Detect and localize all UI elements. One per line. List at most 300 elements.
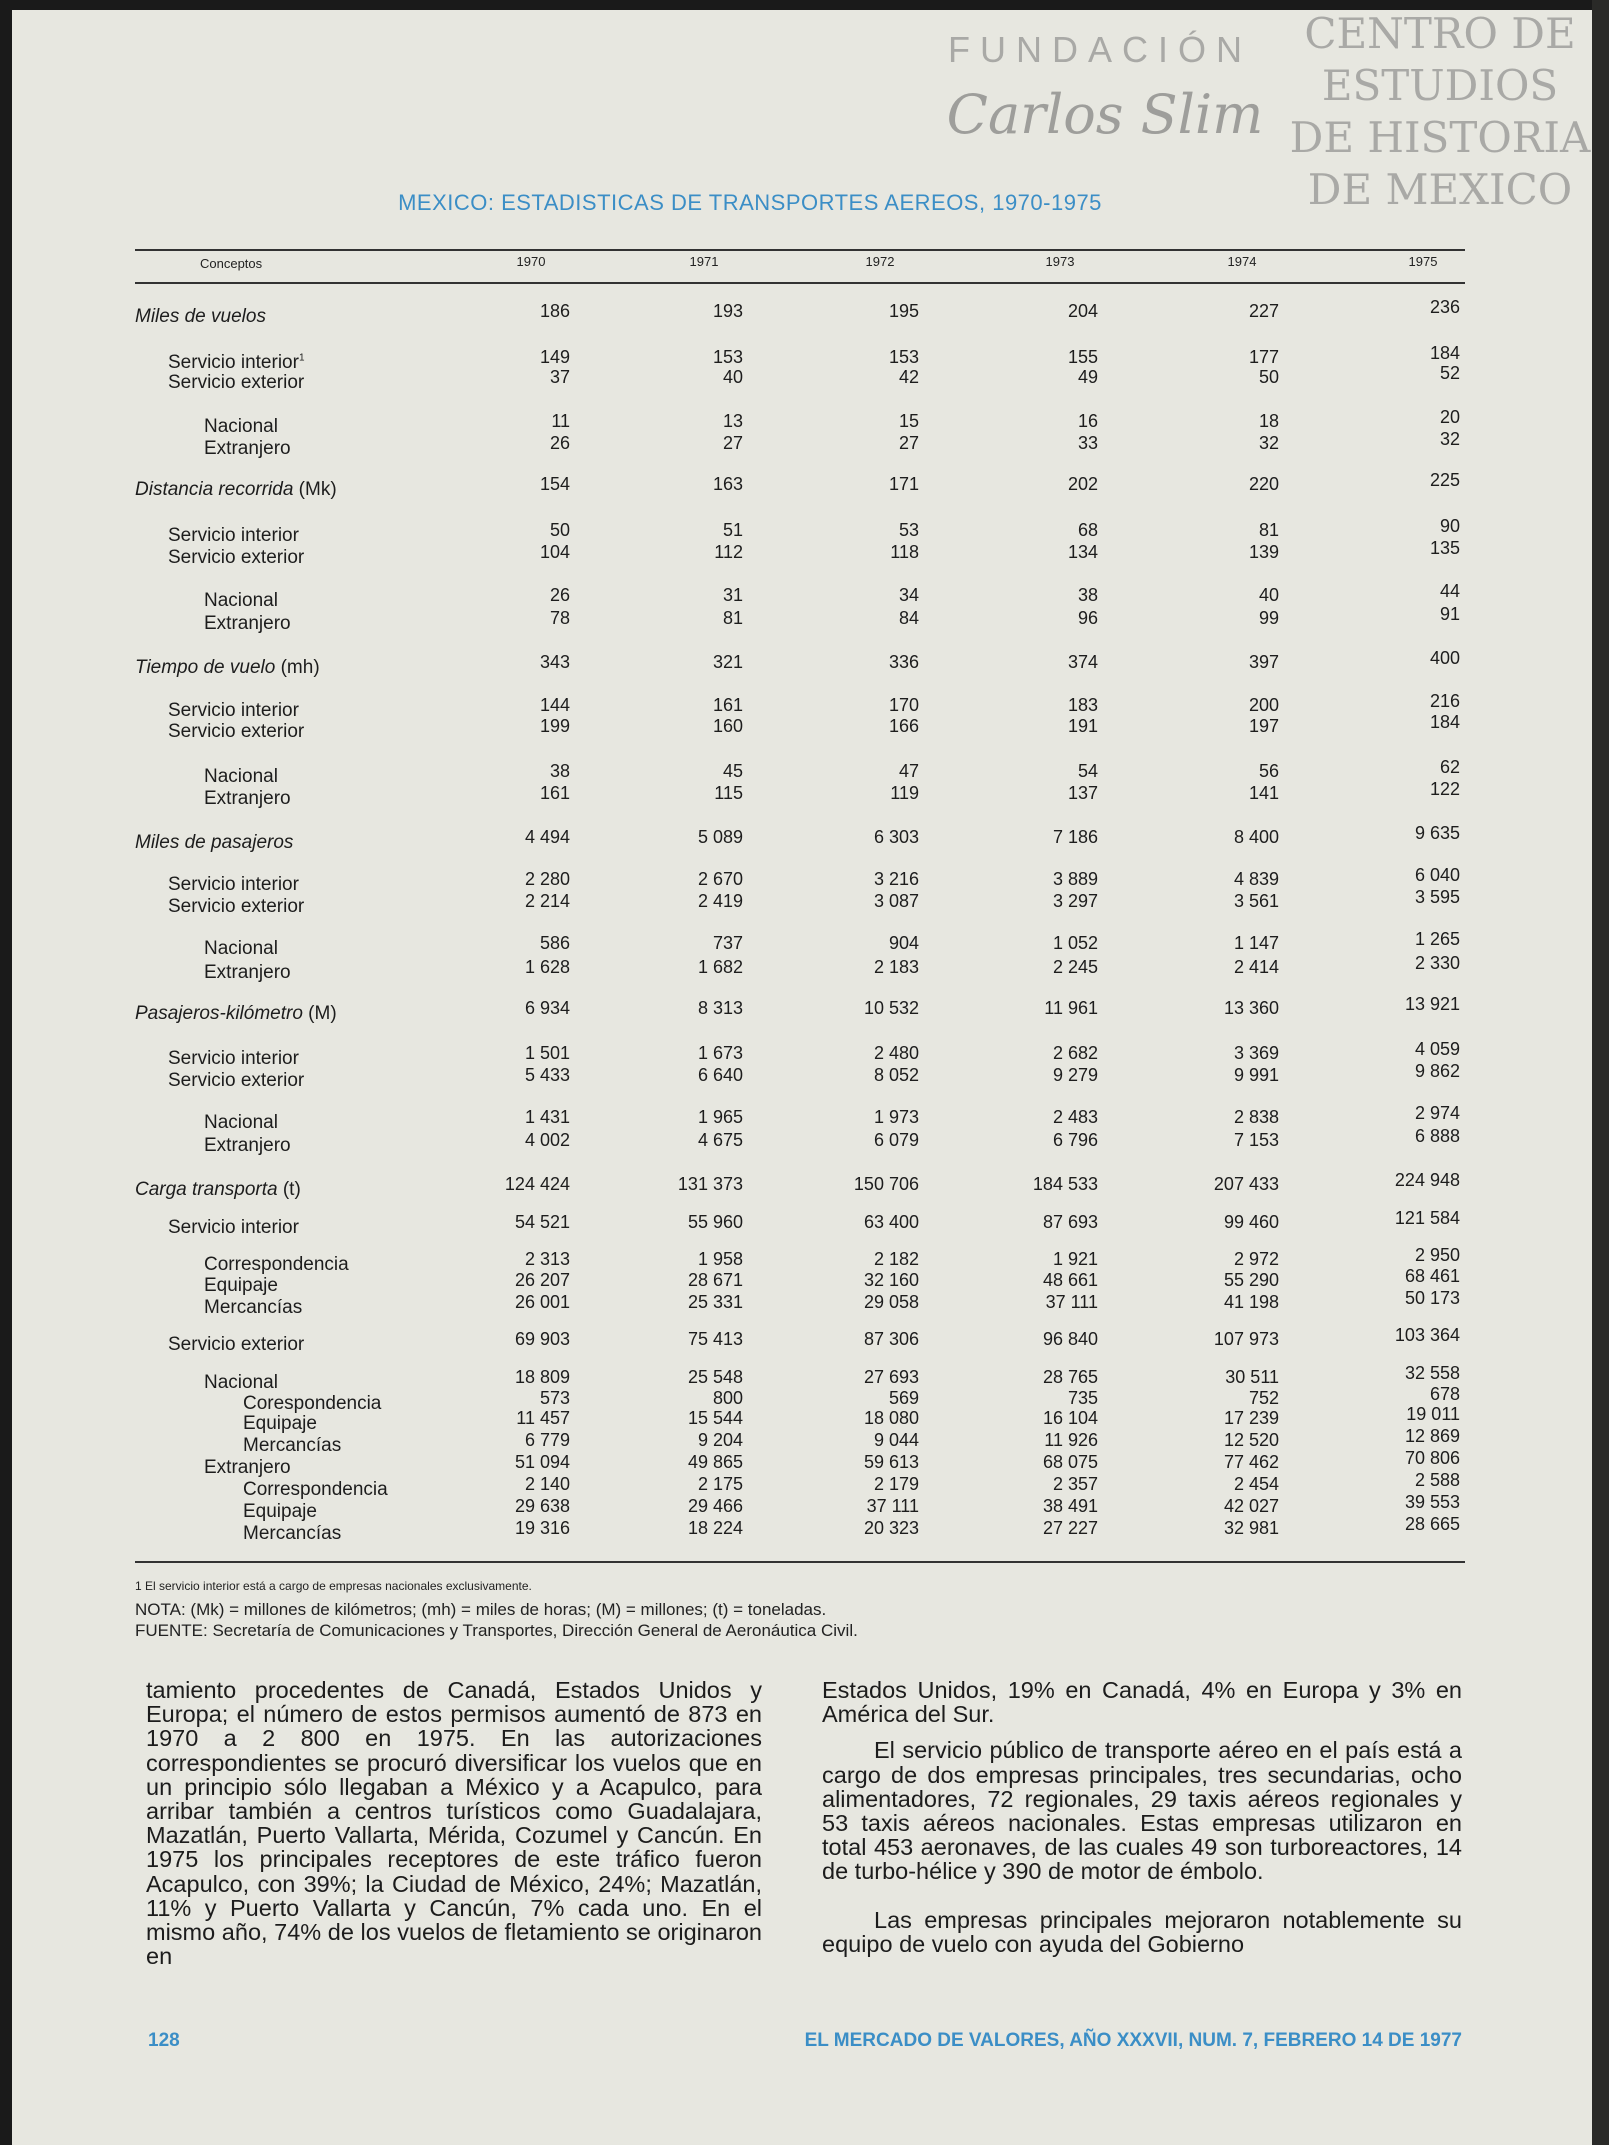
cell-1973: 3 297 xyxy=(1052,891,1098,911)
cell-1971: 115 xyxy=(714,783,743,803)
paragraph: tamiento procedentes de Canadá, Estados Unidos y Europa; el número de estos permisos aumentó de 873 en 1970 a 2 800 en 1975. En las autorizaciones correspondientes se procuró diversificar los vuelos que en un principio sólo llegaban a México y a Acapulco, para arribar también a centros turísticos como Guadalajara, Mazatlán, Puerto Vallarta, Mérida, Cozumel y Cancún. En 1975 los principales receptores de este tráfico fueron Acapulco, con 39%; la Ciudad de México, 24%; Mazatlán, 11% y Puerto Vallarta y Cancún, 7% cada uno. En el mismo año, 74% de los vuelos de fletamiento se originaron en xyxy=(146,1677,762,1970)
cell-1972: 1 973 xyxy=(873,1107,919,1127)
cell-1971: 18 224 xyxy=(687,1518,743,1538)
cell-1970: 2 214 xyxy=(524,891,570,911)
cell-1973: 11 961 xyxy=(1044,998,1098,1018)
cell-1973: 48 661 xyxy=(1042,1270,1098,1290)
cell-1974: 207 433 xyxy=(1213,1174,1279,1194)
cell-1972: 32 160 xyxy=(863,1270,919,1290)
cell-1975: 1 265 xyxy=(1414,929,1460,949)
cell-1974: 30 511 xyxy=(1225,1367,1279,1387)
year-header: 1970 xyxy=(516,254,546,269)
cell-1975: 103 364 xyxy=(1394,1325,1460,1345)
cell-1972: 2 480 xyxy=(873,1043,919,1063)
cell-1973: 2 483 xyxy=(1052,1107,1098,1127)
cell-1972: 20 323 xyxy=(863,1518,919,1538)
cell-1972: 171 xyxy=(888,474,919,494)
row-label xyxy=(204,614,291,633)
cell-1974: 42 027 xyxy=(1223,1496,1279,1516)
row-label xyxy=(135,658,320,677)
row-label-text: Pasajeros-kilómetro xyxy=(135,1003,303,1024)
cell-1975: 70 806 xyxy=(1404,1448,1460,1468)
row-label xyxy=(243,1524,341,1543)
cell-1974: 107 973 xyxy=(1213,1329,1279,1349)
cell-1972: 904 xyxy=(888,933,919,953)
header-conceptos: Conceptos xyxy=(200,256,263,271)
cell-1970: 54 521 xyxy=(514,1212,570,1232)
cell-1975: 39 553 xyxy=(1404,1492,1460,1512)
row-label-text: Extranjero xyxy=(204,1457,291,1478)
cell-1974: 13 360 xyxy=(1223,998,1279,1018)
row-label-text: Miles de pasajeros xyxy=(135,832,294,853)
cell-1970: 199 xyxy=(539,716,570,736)
cell-1973: 2 682 xyxy=(1052,1043,1098,1063)
cell-1973: 16 104 xyxy=(1042,1408,1098,1428)
row-label xyxy=(135,1004,337,1023)
cell-1975: 678 xyxy=(1429,1384,1460,1404)
row-label xyxy=(135,833,293,852)
cell-1970: 186 xyxy=(539,301,570,321)
cell-1970: 104 xyxy=(539,542,570,562)
row-label xyxy=(204,1255,349,1274)
cell-1970: 4 002 xyxy=(524,1130,570,1150)
row-label-text: Carga transporta xyxy=(135,1179,278,1200)
cell-1973: 49 xyxy=(1077,367,1098,387)
cell-1970: 78 xyxy=(549,608,570,628)
row-label-text: Servicio interior xyxy=(168,874,299,895)
cell-1970: 144 xyxy=(539,695,570,715)
cell-1975: 2 330 xyxy=(1414,953,1460,973)
cell-1975: 62 xyxy=(1439,757,1460,777)
cell-1971: 737 xyxy=(712,933,743,953)
cell-1974: 32 xyxy=(1258,433,1279,453)
cell-1975: 184 xyxy=(1429,712,1460,732)
row-label xyxy=(168,1335,304,1354)
cell-1971: 2 670 xyxy=(697,869,743,889)
row-label xyxy=(204,417,278,436)
cell-1974: 2 454 xyxy=(1233,1474,1279,1494)
cell-1970: 50 xyxy=(549,520,570,540)
year-header: 1974 xyxy=(1227,254,1257,269)
row-unit: (M) xyxy=(302,1003,337,1024)
row-label xyxy=(243,1414,317,1433)
cell-1975: 32 558 xyxy=(1404,1363,1460,1383)
cell-1973: 68 075 xyxy=(1042,1452,1098,1472)
cell-1973: 183 xyxy=(1067,695,1098,715)
row-label-text: Mercancías xyxy=(204,1297,303,1318)
row-label-text: Equipaje xyxy=(243,1501,317,1522)
cell-1973: 2 357 xyxy=(1052,1474,1098,1494)
cell-1974: 40 xyxy=(1258,585,1279,605)
cell-1970: 5 433 xyxy=(524,1065,570,1085)
cell-1971: 51 xyxy=(722,520,743,540)
cell-1974: 1 147 xyxy=(1233,933,1279,953)
cell-1971: 29 466 xyxy=(687,1496,743,1516)
row-label-text: Nacional xyxy=(204,766,278,787)
row-label xyxy=(168,373,304,392)
publication-footer: EL MERCADO DE VALORES, AÑO XXXVII, NUM. 7, FEBRERO 14 DE 1977 xyxy=(804,2030,1462,2051)
row-label xyxy=(168,897,304,916)
cell-1973: 16 xyxy=(1077,411,1098,431)
cell-1975: 224 948 xyxy=(1394,1170,1460,1190)
cell-1974: 77 462 xyxy=(1223,1452,1279,1472)
row-label xyxy=(135,307,266,326)
watermark-signature: Carlos Slim xyxy=(946,83,1264,146)
cell-1975: 6 040 xyxy=(1414,865,1460,885)
cell-1974: 3 561 xyxy=(1233,891,1279,911)
row-unit: (Mk) xyxy=(293,479,337,500)
row-label-text: Servicio interior xyxy=(168,1217,299,1238)
watermark-centro xyxy=(1280,8,1600,216)
cell-1973: 96 840 xyxy=(1042,1329,1098,1349)
cell-1974: 18 xyxy=(1258,411,1279,431)
cell-1974: 50 xyxy=(1258,367,1279,387)
cell-1975: 184 xyxy=(1429,343,1460,363)
cell-1970: 26 xyxy=(549,585,570,605)
row-label xyxy=(135,480,337,499)
cell-1975: 121 584 xyxy=(1394,1208,1460,1228)
cell-1974: 56 xyxy=(1258,761,1279,781)
row-label xyxy=(204,591,278,610)
cell-1971: 5 089 xyxy=(697,827,743,847)
page-number: 128 xyxy=(148,2030,180,2051)
cell-1972: 2 182 xyxy=(873,1249,919,1269)
cell-1972: 15 xyxy=(898,411,919,431)
cell-1972: 195 xyxy=(888,301,919,321)
row-label xyxy=(204,939,278,958)
watermark-line: DE HISTORIA xyxy=(1289,113,1591,162)
cell-1971: 2 175 xyxy=(697,1474,743,1494)
row-label-text: Servicio exterior xyxy=(168,547,305,568)
cell-1972: 29 058 xyxy=(863,1292,919,1312)
cell-1971: 131 373 xyxy=(677,1174,743,1194)
cell-1972: 27 xyxy=(898,433,919,453)
cell-1975: 90 xyxy=(1439,516,1460,536)
year-header: 1971 xyxy=(689,254,719,269)
cell-1971: 1 958 xyxy=(697,1249,743,1269)
row-label xyxy=(243,1480,388,1499)
year-header: 1973 xyxy=(1045,254,1075,269)
row-label-text: Extranjero xyxy=(204,788,291,809)
cell-1973: 1 921 xyxy=(1052,1249,1098,1269)
row-label xyxy=(135,1180,301,1199)
cell-1974: 81 xyxy=(1258,520,1279,540)
cell-1970: 19 316 xyxy=(514,1518,570,1538)
cell-1974: 397 xyxy=(1248,652,1279,672)
table-title: MEXICO: ESTADISTICAS DE TRANSPORTES AEREOS, 1970-1975 xyxy=(398,190,1102,215)
cell-1975: 12 869 xyxy=(1404,1426,1460,1446)
row-label-text: Nacional xyxy=(204,416,278,437)
cell-1975: 9 862 xyxy=(1414,1061,1460,1081)
cell-1974: 141 xyxy=(1248,783,1279,803)
row-label-text: Nacional xyxy=(204,1112,278,1133)
cell-1971: 112 xyxy=(714,542,743,562)
cell-1972: 42 xyxy=(898,367,919,387)
cell-1973: 735 xyxy=(1067,1388,1098,1408)
cell-1973: 202 xyxy=(1067,474,1098,494)
cell-1973: 9 279 xyxy=(1052,1065,1098,1085)
cell-1974: 752 xyxy=(1248,1388,1279,1408)
cell-1970: 161 xyxy=(539,783,570,803)
row-label-text: Nacional xyxy=(204,1372,278,1393)
body-column-right xyxy=(822,1678,1462,1956)
footnote: 1 El servicio interior está a cargo de empresas nacionales exclusivamente. xyxy=(135,1579,532,1593)
row-label xyxy=(204,439,291,458)
cell-1972: 8 052 xyxy=(873,1065,919,1085)
row-label xyxy=(243,1394,381,1413)
row-unit: (mh) xyxy=(275,657,320,678)
cell-1970: 586 xyxy=(539,933,570,953)
header-bottom-rule xyxy=(135,282,1465,284)
cell-1974: 2 414 xyxy=(1233,957,1279,977)
footnote-marker: 1 xyxy=(298,352,305,364)
row-label-text: Servicio interior xyxy=(168,352,299,373)
row-label xyxy=(243,1502,317,1521)
cell-1975: 3 595 xyxy=(1414,887,1460,907)
cell-1971: 163 xyxy=(712,474,743,494)
cell-1975: 400 xyxy=(1429,648,1460,668)
cell-1971: 1 673 xyxy=(697,1043,743,1063)
cell-1972: 10 532 xyxy=(863,998,919,1018)
paragraph: Estados Unidos, 19% en Canadá, 4% en Europa y 3% en América del Sur. xyxy=(822,1677,1462,1728)
row-label-text: Mercancías xyxy=(243,1435,342,1456)
cell-1970: 11 xyxy=(551,411,570,431)
cell-1970: 1 501 xyxy=(524,1043,570,1063)
row-label-text: Distancia recorrida xyxy=(135,479,294,500)
row-label-text: Mercancías xyxy=(243,1523,342,1544)
cell-1972: 34 xyxy=(898,585,919,605)
cell-1970: 11 457 xyxy=(516,1408,570,1428)
cell-1973: 96 xyxy=(1077,608,1098,628)
cell-1974: 220 xyxy=(1248,474,1279,494)
cell-1975: 6 888 xyxy=(1414,1126,1460,1146)
row-label xyxy=(243,1436,341,1455)
cell-1971: 2 419 xyxy=(697,891,743,911)
cell-1975: 20 xyxy=(1439,407,1460,427)
cell-1971: 153 xyxy=(712,347,743,367)
cell-1972: 6 303 xyxy=(873,827,919,847)
cell-1974: 99 xyxy=(1258,608,1279,628)
cell-1973: 184 533 xyxy=(1032,1174,1098,1194)
row-label xyxy=(168,1218,299,1237)
cell-1971: 55 960 xyxy=(687,1212,743,1232)
row-label-text: Equipaje xyxy=(243,1413,317,1434)
cell-1971: 160 xyxy=(712,716,743,736)
cell-1971: 161 xyxy=(712,695,743,715)
cell-1972: 18 080 xyxy=(863,1408,919,1428)
year-header: 1975 xyxy=(1408,254,1438,269)
cell-1972: 2 179 xyxy=(873,1474,919,1494)
cell-1974: 7 153 xyxy=(1233,1130,1279,1150)
cell-1973: 38 491 xyxy=(1042,1496,1098,1516)
cell-1972: 84 xyxy=(898,608,919,628)
row-label xyxy=(204,1373,278,1392)
row-label-text: Correspondencia xyxy=(204,1254,349,1275)
cell-1974: 2 838 xyxy=(1233,1107,1279,1127)
row-label-text: Servicio exterior xyxy=(168,896,305,917)
row-label-text: Extranjero xyxy=(204,1135,291,1156)
cell-1975: 32 xyxy=(1439,429,1460,449)
cell-1971: 13 xyxy=(722,411,743,431)
cell-1973: 3 889 xyxy=(1052,869,1098,889)
cell-1974: 41 198 xyxy=(1223,1292,1279,1312)
cell-1972: 150 706 xyxy=(853,1174,919,1194)
scan-edge xyxy=(1592,0,1609,2145)
cell-1975: 2 588 xyxy=(1414,1470,1460,1490)
cell-1970: 26 xyxy=(549,433,570,453)
row-label-text: Miles de vuelos xyxy=(135,306,266,327)
cell-1971: 40 xyxy=(722,367,743,387)
row-label xyxy=(204,767,278,786)
cell-1972: 6 079 xyxy=(873,1130,919,1150)
cell-1972: 59 613 xyxy=(863,1452,919,1472)
row-label xyxy=(168,1049,299,1068)
row-label-text: Servicio exterior xyxy=(168,1334,305,1355)
cell-1973: 1 052 xyxy=(1052,933,1098,953)
cell-1973: 38 xyxy=(1077,585,1098,605)
nota: NOTA: (Mk) = millones de kilómetros; (mh) = miles de horas; (M) = millones; (t) = toneladas. xyxy=(135,1600,827,1619)
year-header: 1972 xyxy=(865,254,895,269)
cell-1970: 124 424 xyxy=(504,1174,570,1194)
cell-1972: 3 087 xyxy=(873,891,919,911)
cell-1971: 75 413 xyxy=(687,1329,743,1349)
row-label-text: Servicio exterior xyxy=(168,372,305,393)
watermark-line: CENTRO DE xyxy=(1304,9,1576,58)
row-label xyxy=(168,548,304,567)
cell-1972: 63 400 xyxy=(863,1212,919,1232)
cell-1975: 2 950 xyxy=(1414,1245,1460,1265)
row-label-text: Extranjero xyxy=(204,962,291,983)
cell-1972: 166 xyxy=(888,716,919,736)
row-label-text: Equipaje xyxy=(204,1275,278,1296)
cell-1970: 1 628 xyxy=(524,957,570,977)
cell-1971: 9 204 xyxy=(697,1430,743,1450)
cell-1970: 26 001 xyxy=(514,1292,570,1312)
cell-1973: 134 xyxy=(1067,542,1098,562)
row-label-text: Nacional xyxy=(204,938,278,959)
cell-1970: 18 809 xyxy=(514,1367,570,1387)
cell-1970: 2 313 xyxy=(524,1249,570,1269)
row-label-text: Extranjero xyxy=(204,438,291,459)
cell-1970: 6 779 xyxy=(524,1430,570,1450)
cell-1972: 153 xyxy=(888,347,919,367)
cell-1975: 9 635 xyxy=(1414,823,1460,843)
cell-1974: 17 239 xyxy=(1223,1408,1279,1428)
cell-1972: 336 xyxy=(888,652,919,672)
cell-1971: 193 xyxy=(712,301,743,321)
row-label xyxy=(168,701,299,720)
body-column-left xyxy=(146,1678,762,1968)
row-label-text: Nacional xyxy=(204,590,278,611)
row-label xyxy=(204,1136,291,1155)
cell-1973: 204 xyxy=(1067,301,1098,321)
cell-1974: 99 460 xyxy=(1223,1212,1279,1232)
cell-1970: 1 431 xyxy=(524,1107,570,1127)
cell-1970: 4 494 xyxy=(524,827,570,847)
cell-1972: 53 xyxy=(898,520,919,540)
cell-1975: 44 xyxy=(1439,581,1460,601)
cell-1972: 27 693 xyxy=(863,1367,919,1387)
cell-1974: 32 981 xyxy=(1223,1518,1279,1538)
cell-1973: 6 796 xyxy=(1052,1130,1098,1150)
cell-1971: 6 640 xyxy=(697,1065,743,1085)
cell-1970: 2 280 xyxy=(524,869,570,889)
row-label-text: Servicio exterior xyxy=(168,721,305,742)
row-label xyxy=(204,789,291,808)
row-label xyxy=(168,526,299,545)
cell-1970: 29 638 xyxy=(514,1496,570,1516)
cell-1970: 154 xyxy=(539,474,570,494)
cell-1974: 200 xyxy=(1248,695,1279,715)
cell-1971: 25 548 xyxy=(687,1367,743,1387)
cell-1973: 2 245 xyxy=(1052,957,1098,977)
row-label-text: Tiempo de vuelo xyxy=(135,657,276,678)
header-top-rule xyxy=(135,249,1465,251)
cell-1974: 9 991 xyxy=(1233,1065,1279,1085)
cell-1970: 26 207 xyxy=(514,1270,570,1290)
cell-1971: 321 xyxy=(712,652,743,672)
paragraph: Las empresas principales mejoraron notablemente su equipo de vuelo con ayuda del Gobierno xyxy=(822,1906,1462,1957)
row-label xyxy=(204,963,291,982)
cell-1974: 55 290 xyxy=(1223,1270,1279,1290)
cell-1975: 135 xyxy=(1429,538,1460,558)
table-bottom-rule xyxy=(135,1561,1465,1563)
cell-1973: 191 xyxy=(1067,716,1098,736)
cell-1970: 69 903 xyxy=(514,1329,570,1349)
cell-1971: 1 965 xyxy=(697,1107,743,1127)
row-label xyxy=(168,353,305,372)
paragraph: El servicio público de transporte aéreo en el país está a cargo de dos empresas principales, tres secundarias, ocho alimentadores, 72 regionales, 29 taxis aéreos regionales y 53 taxis aéreos nacionales. Estas empresas utilizaron en total 453 aeronaves, de las cuales 49 son turboreactores, 14 de turbo-hélice y 390 de motor de émbolo. xyxy=(822,1737,1462,1885)
cell-1972: 87 306 xyxy=(863,1329,919,1349)
cell-1971: 28 671 xyxy=(687,1270,743,1290)
cell-1972: 170 xyxy=(888,695,919,715)
cell-1971: 49 865 xyxy=(687,1452,743,1472)
cell-1972: 2 183 xyxy=(873,957,919,977)
cell-1973: 137 xyxy=(1067,783,1098,803)
cell-1970: 2 140 xyxy=(524,1474,570,1494)
cell-1974: 8 400 xyxy=(1233,827,1279,847)
cell-1975: 216 xyxy=(1429,691,1460,711)
cell-1971: 800 xyxy=(712,1388,743,1408)
row-label xyxy=(204,1458,291,1477)
row-label-text: Servicio interior xyxy=(168,700,299,721)
cell-1970: 149 xyxy=(539,347,570,367)
row-label-text: Corespondencia xyxy=(243,1393,382,1414)
cell-1974: 4 839 xyxy=(1233,869,1279,889)
cell-1975: 225 xyxy=(1429,470,1460,490)
cell-1972: 9 044 xyxy=(873,1430,919,1450)
cell-1973: 7 186 xyxy=(1052,827,1098,847)
row-label-text: Extranjero xyxy=(204,613,291,634)
fuente: FUENTE: Secretaría de Comunicaciones y Transportes, Dirección General de Aeronáutica Civil. xyxy=(135,1621,858,1640)
cell-1970: 38 xyxy=(549,761,570,781)
cell-1973: 37 111 xyxy=(1045,1292,1098,1312)
cell-1972: 118 xyxy=(890,542,919,562)
cell-1973: 374 xyxy=(1067,652,1098,672)
watermark-fundacion: FUNDACIÓN xyxy=(948,29,1252,70)
cell-1973: 87 693 xyxy=(1042,1212,1098,1232)
row-label xyxy=(168,875,299,894)
cell-1970: 51 094 xyxy=(514,1452,570,1472)
row-label xyxy=(204,1298,302,1317)
cell-1971: 27 xyxy=(722,433,743,453)
cell-1975: 122 xyxy=(1429,779,1460,799)
cell-1972: 37 111 xyxy=(866,1496,919,1516)
cell-1973: 11 926 xyxy=(1044,1430,1098,1450)
watermark-line: DE MEXICO xyxy=(1307,165,1573,214)
cell-1974: 227 xyxy=(1248,301,1279,321)
cell-1974: 12 520 xyxy=(1223,1430,1279,1450)
